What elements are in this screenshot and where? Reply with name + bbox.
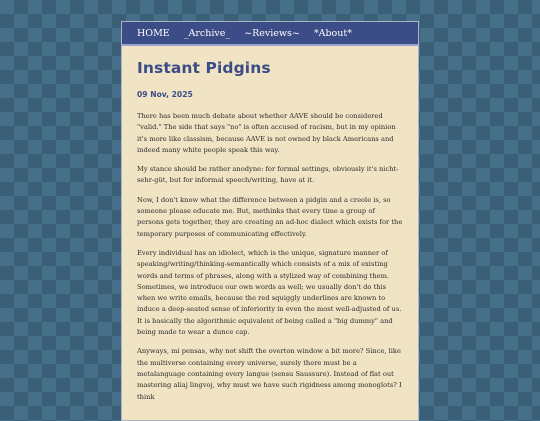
post-paragraph: Now, I don't know what the difference between a pidgin and a creole is, so someone please educate me. But, methinks that every time a group of persons gets together, they are creating an ad-hoc dialect which exists for the temporary purposes of communicating effectively.	[137, 195, 403, 238]
post-paragraph: My stance should be rather anodyne: for formal settings, obviously it's nicht-sehr-güt, but for informal speech/writing, have at it.	[137, 165, 399, 185]
post-paragraph: Every individual has an idiolect, which is the unique, signature manner of speaking/writing/thinking-semantically which consists of a mix of existing words and terms of phrases, along with a stylized way of combining them. Sometimes, we introduce our own words as well; we usually don't do this when we write emails, because the red squiggly underlines are known to induce a deep-seated sense of inferiority in even the most well-adjusted of us. It is basically the algorithmic equivalent of being called a "big dummy" and being made to wear a dunce cap.	[137, 248, 402, 337]
post-title: Instant Pidgins	[137, 59, 271, 77]
post-paragraph: Anyways, mi pensas, why not shift the overton window a bit more? Since, like the multiverse containing every universe, surely there must be a metalanguage containing every langue (sensu Saussure). Instead of flat out mastering aliaj lingvoj, why must we have such rigidness among monoglots? I think	[137, 347, 402, 401]
post-content	[122, 46, 418, 403]
nav-archive-link[interactable]: _Archive_	[183, 27, 231, 39]
nav-home-link[interactable]: HOME	[137, 27, 170, 39]
nav-bar	[122, 22, 418, 46]
blog-page	[121, 21, 419, 421]
post-date: 09 Nov, 2025	[137, 90, 193, 99]
nav-about-link[interactable]: *About*	[313, 27, 352, 39]
post-paragraph: There has been much debate about whether AAVE should be considered "valid." The side that says "no" is often accused of racism, but in my opinion it's more like classism, because AAVE is not owned by black Americans and indeed many white people speak this way.	[137, 112, 396, 154]
nav-reviews-link[interactable]: ~Reviews~	[244, 27, 300, 39]
